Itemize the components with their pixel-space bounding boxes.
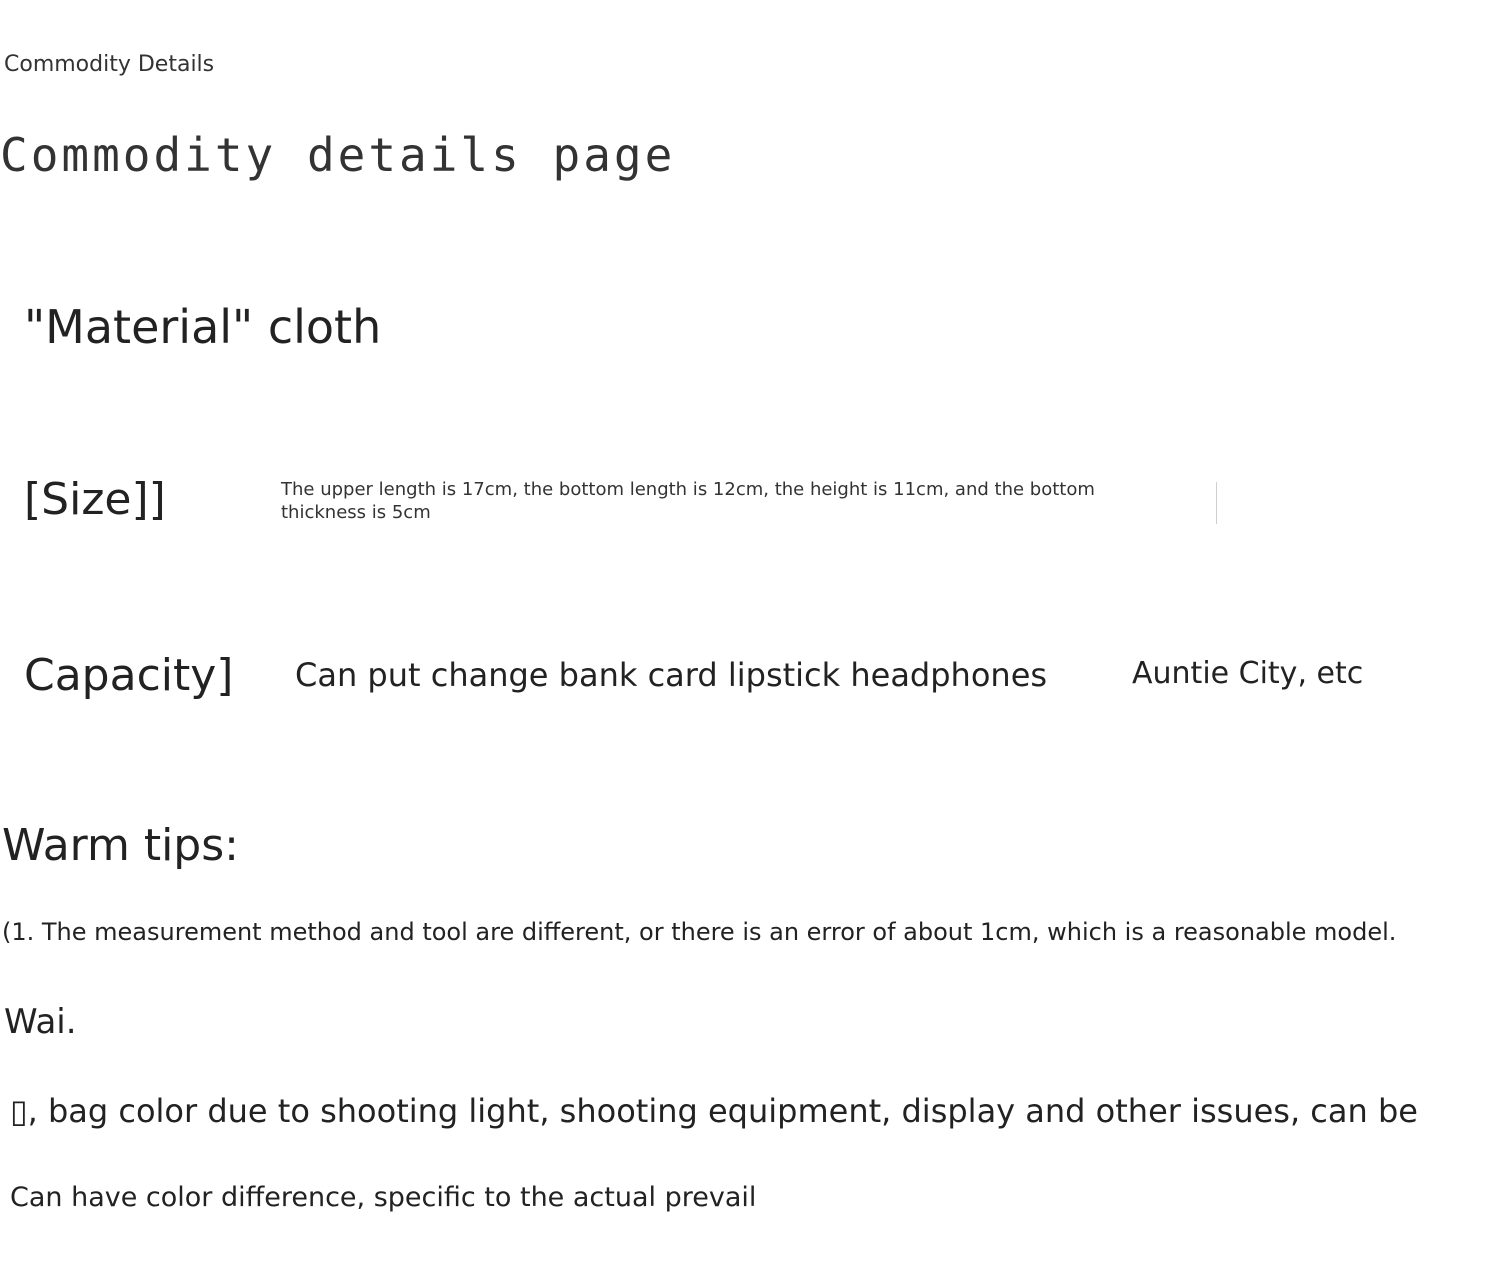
warm-tips-heading: Warm tips: [2, 820, 239, 871]
size-divider [1216, 482, 1217, 524]
size-value: The upper length is 17cm, the bottom length is 12cm, the height is 11cm, and the bottom thickness is 5cm [281, 479, 1095, 523]
capacity-value: Can put change bank card lipstick headphones [295, 656, 1048, 694]
material-text: "Material" cloth [24, 300, 382, 354]
capacity-label: Capacity] [24, 650, 234, 701]
breadcrumb: Commodity Details [4, 52, 215, 77]
capacity-extra: Auntie City, etc [1132, 656, 1364, 691]
size-label: [Size]] [24, 474, 166, 525]
tip-color: ▯, bag color due to shooting light, shooting equipment, display and other issues, can be [10, 1092, 1418, 1130]
tip-color-continued: Can have color difference, specific to the actual prevail [10, 1182, 757, 1213]
page-title: Commodity details page [0, 128, 676, 182]
tip-measurement-tail: Wai. [4, 1002, 77, 1042]
tip-measurement: (1. The measurement method and tool are different, or there is an error of about 1cm, which is a reasonable model. [2, 918, 1397, 946]
